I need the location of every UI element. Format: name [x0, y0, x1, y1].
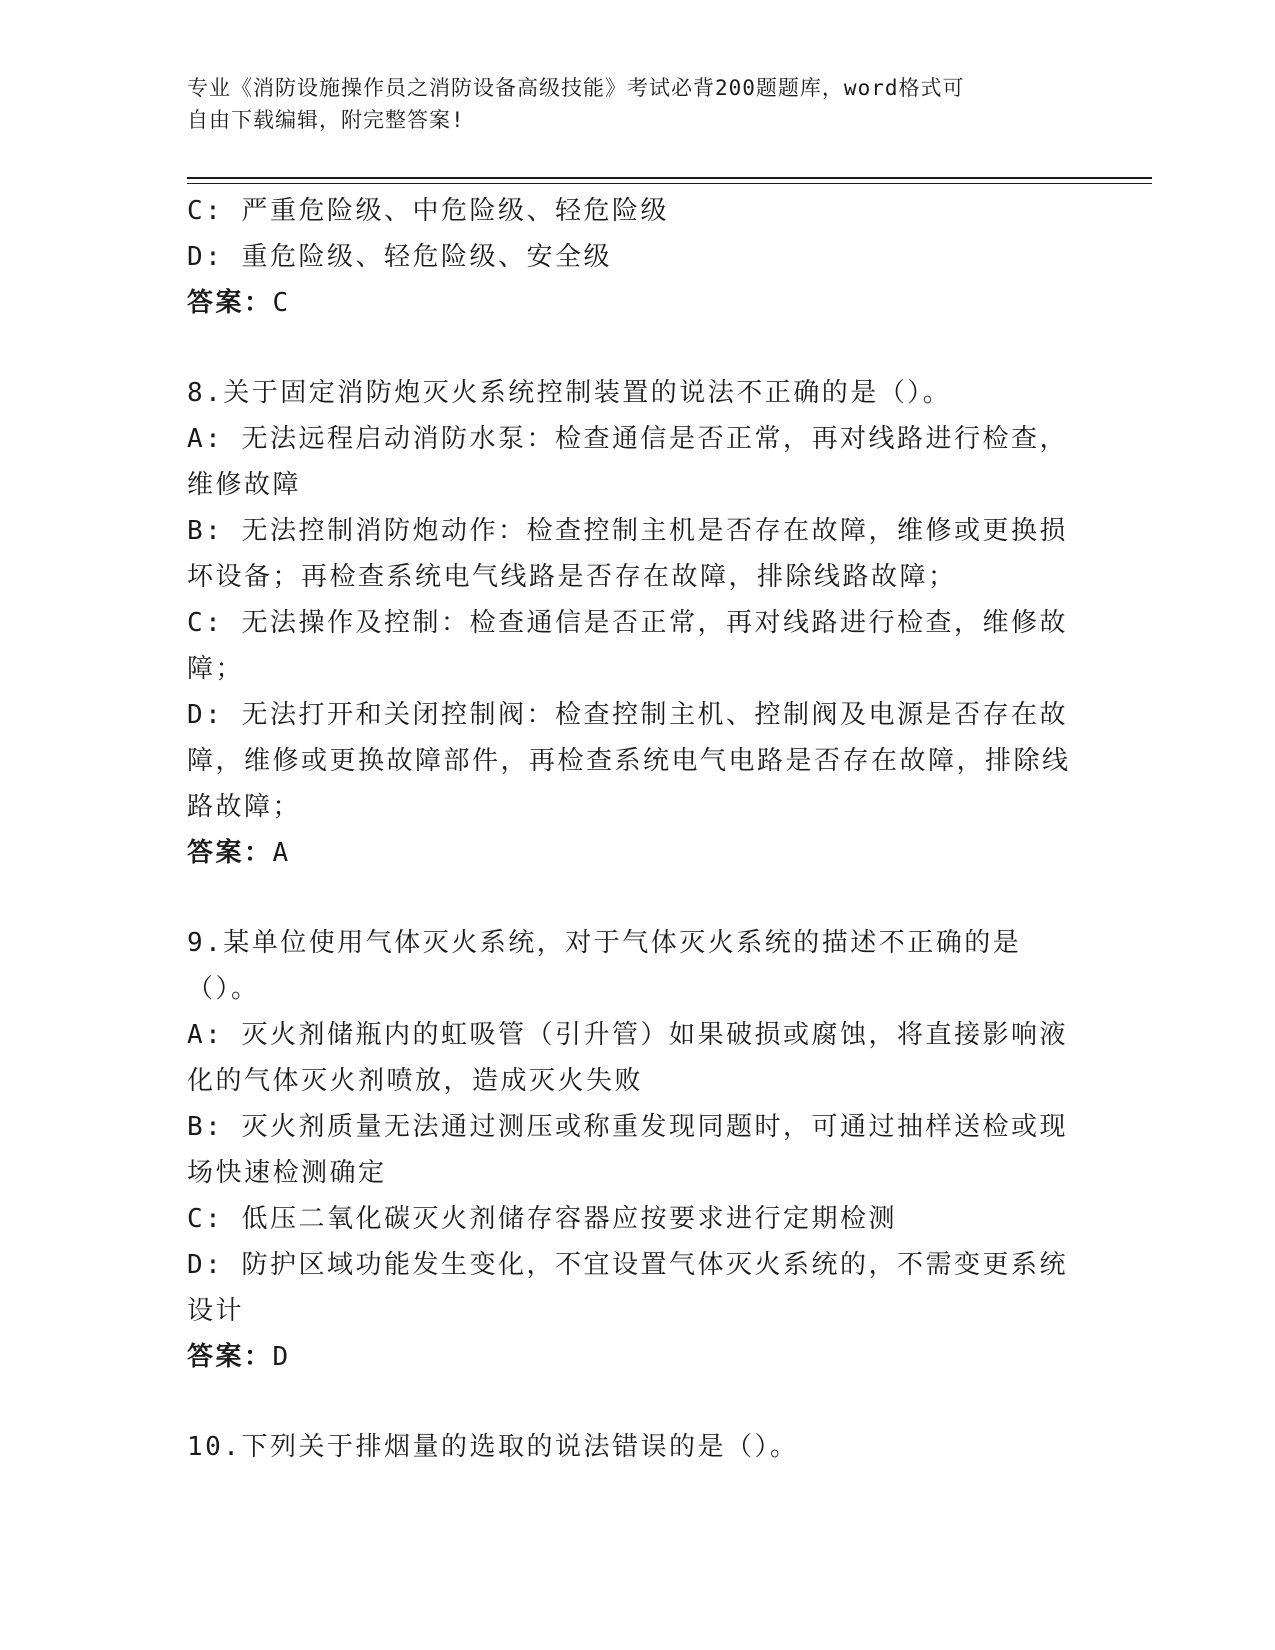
- option-c: C: 低压二氧化碳灭火剂储存容器应按要求进行定期检测: [187, 1204, 897, 1234]
- option-b: B: 灭火剂质量无法通过测压或称重发现同题时，可通过抽样送检或现场快速检测确定: [187, 1112, 1068, 1188]
- spacer: [187, 876, 1082, 920]
- question-7-continued: [187, 188, 1082, 326]
- question-9: [187, 920, 1082, 1380]
- header-line-2: 自由下载编辑，附完整答案!: [187, 108, 465, 132]
- question-stem: 9.某单位使用气体灭火系统，对于气体灭火系统的描述不正确的是（）。: [187, 928, 1022, 1004]
- answer-label: 答案：: [187, 1342, 273, 1372]
- question-content: [187, 188, 1082, 1470]
- option-b: B: 无法控制消防炮动作：检查控制主机是否存在故障，维修或更换损坏设备；再检查系统电气线路是否存在故障，排除线路故障；: [187, 516, 1068, 592]
- answer-line: [187, 280, 1082, 326]
- answer-label: 答案：: [187, 838, 273, 868]
- question-stem: 8.关于固定消防炮灭火系统控制装置的说法不正确的是（）。: [187, 378, 952, 408]
- answer-line: [187, 830, 1082, 876]
- header-divider-thick: [187, 177, 1152, 179]
- option-d: D: 无法打开和关闭控制阀：检查控制主机、控制阀及电源是否存在故障，维修或更换故障部件，再检查系统电气电路是否存在故障，排除线路故障；: [187, 700, 1071, 822]
- page-header: [187, 72, 1067, 136]
- answer-value: A: [272, 838, 291, 868]
- option-c: C: 无法操作及控制：检查通信是否正常，再对线路进行检查，维修故障；: [187, 608, 1068, 684]
- answer-line: [187, 1334, 1082, 1380]
- header-line-1: 专业《消防设施操作员之消防设备高级技能》考试必背200题题库，word格式可: [187, 76, 965, 100]
- option-d: D: 防护区域功能发生变化，不宜设置气体灭火系统的，不需变更系统设计: [187, 1250, 1068, 1326]
- answer-label: 答案：: [187, 288, 273, 318]
- option-c: C: 严重危险级、中危险级、轻危险级: [187, 196, 669, 226]
- answer-value: C: [272, 288, 291, 318]
- question-8: [187, 370, 1082, 876]
- spacer: [187, 1380, 1082, 1424]
- option-a: A: 无法远程启动消防水泵：检查通信是否正常，再对线路进行检查，维修故障: [187, 424, 1068, 500]
- option-a: A: 灭火剂储瓶内的虹吸管（引升管）如果破损或腐蚀，将直接影响液化的气体灭火剂喷放，造成灭火失败: [187, 1020, 1068, 1096]
- spacer: [187, 326, 1082, 370]
- answer-value: D: [272, 1342, 291, 1372]
- option-d: D: 重危险级、轻危险级、安全级: [187, 242, 612, 272]
- question-stem: 10.下列关于排烟量的选取的说法错误的是（）。: [187, 1432, 799, 1462]
- question-10: [187, 1424, 1082, 1470]
- header-divider-thin: [187, 183, 1152, 184]
